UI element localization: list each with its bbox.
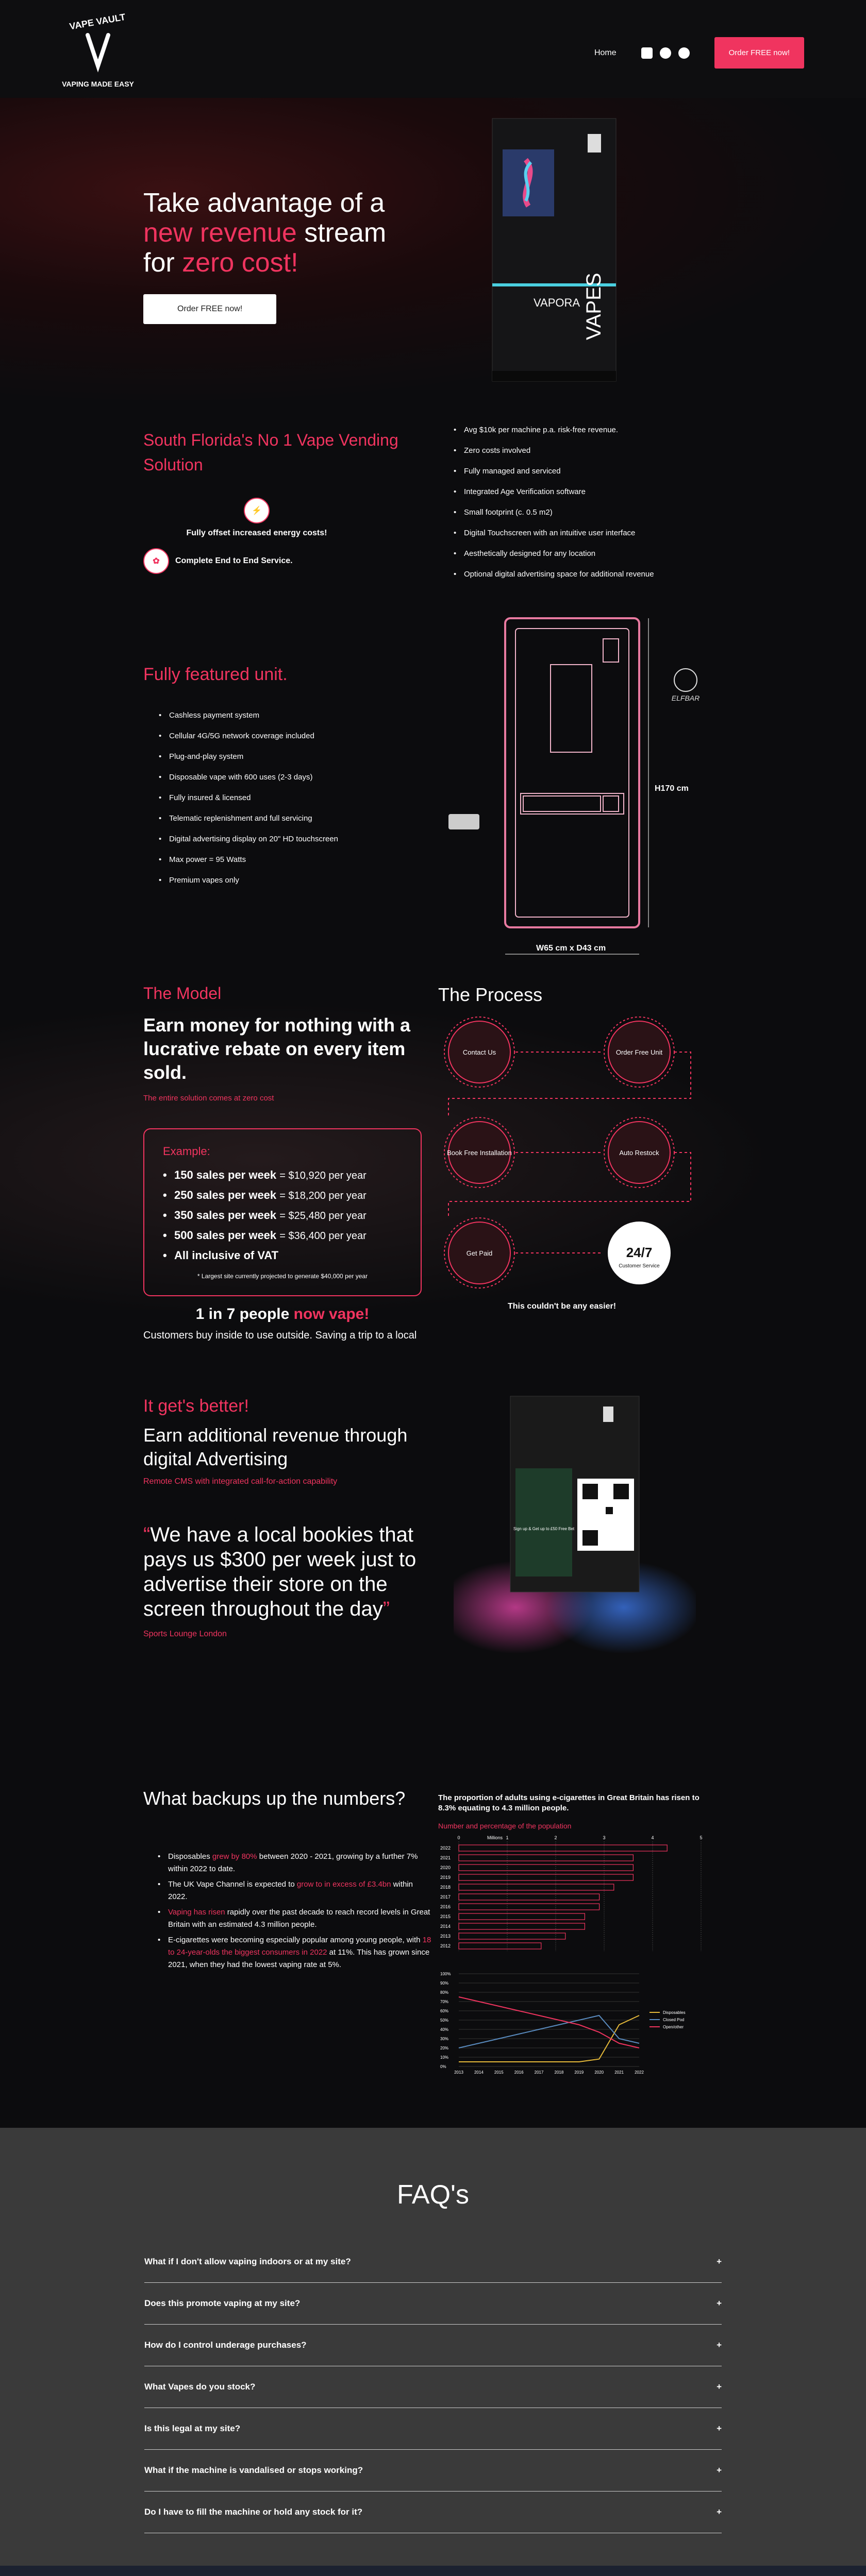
- category-label: 2021: [440, 1855, 451, 1860]
- statistics-charts: [438, 1793, 717, 2090]
- category-label: 2014: [440, 1924, 451, 1929]
- sf-bullets: [454, 420, 654, 585]
- plus-icon[interactable]: +: [717, 2465, 722, 2475]
- category-label: 2012: [440, 1943, 451, 1948]
- featured-title: Fully featured unit.: [143, 665, 288, 684]
- social-icons: [641, 47, 690, 59]
- model-bottom-text: Customers buy inside to use outside. Saving a trip to a local: [143, 1330, 417, 1341]
- category-label: 2019: [440, 1875, 451, 1880]
- bar: [459, 1913, 585, 1920]
- tick-label: 2017: [534, 2070, 544, 2075]
- tick-label: 90%: [440, 1981, 449, 1986]
- hero-section: [0, 98, 866, 407]
- featured-bullets: [143, 705, 432, 891]
- list-item: • 350 sales per week = $25,480 per year: [163, 1206, 402, 1226]
- faq-item[interactable]: What Vapes do you stock? +: [144, 2366, 722, 2408]
- hero-heading: Take advantage of a new revenue stream for zero cost!: [143, 188, 387, 278]
- south-florida-section: [0, 407, 866, 603]
- bar: [459, 1855, 633, 1861]
- example-footnote: * Largest site currently projected to generate $40,000 per year: [197, 1273, 368, 1280]
- tick-label: 2015: [494, 2070, 504, 2075]
- faq-item[interactable]: What if I don't allow vaping indoors or at my site? +: [144, 2241, 722, 2283]
- elfbar-icon: [674, 669, 697, 691]
- legend-label: Closed Pod: [663, 2018, 685, 2022]
- plus-icon[interactable]: +: [717, 2340, 722, 2350]
- list-item: • Cellular 4G/5G network coverage included: [143, 726, 432, 747]
- screen-ad-text: Sign up & Get up to £50 Free Bet: [513, 1527, 575, 1531]
- list-item: • Cashless payment system: [143, 705, 432, 726]
- list-item: • Vaping has risen rapidly over the past decade to reach record levels in Great Britain with an estimated 4.3 million people.: [143, 1906, 432, 1931]
- list-item: • Small footprint (c. 0.5 m2): [454, 502, 654, 523]
- process-step-contact: Contact Us: [462, 1048, 496, 1056]
- model-headline: Earn money for nothing with a lucrative rebate on every item sold.: [143, 1014, 411, 1083]
- list-item: • 150 sales per week = $10,920 per year: [163, 1165, 402, 1185]
- process-step-247: 24/7: [626, 1245, 653, 1260]
- tick-label: 2: [554, 1835, 557, 1840]
- faq-item[interactable]: Do I have to fill the machine or hold any stock for it? +: [144, 2492, 722, 2533]
- bar: [459, 1943, 541, 1949]
- energy-line: Fully offset increased energy costs!: [186, 529, 327, 537]
- advertising-left: [143, 1396, 453, 1639]
- process-step-247-sub: Customer Service: [619, 1263, 660, 1269]
- nav-home-link[interactable]: Home: [594, 48, 617, 57]
- elfbar-logo: ELFBAR: [671, 694, 700, 702]
- list-item: • Aesthetically designed for any location: [454, 544, 654, 564]
- plus-icon[interactable]: +: [717, 2507, 722, 2517]
- legend-label: Open/other: [663, 2025, 684, 2029]
- machine-side-text: VAPES: [582, 273, 605, 340]
- statistics-section: [0, 1736, 866, 2128]
- faq-title: FAQ's: [397, 2180, 469, 2210]
- list-item: • Digital advertising display on 20" HD touchscreen: [143, 829, 432, 850]
- tick-label: 50%: [440, 2018, 449, 2023]
- tick-label: 80%: [440, 1990, 449, 1995]
- list-item: • 250 sales per week = $18,200 per year: [163, 1185, 402, 1206]
- bar-chart-title: The proportion of adults using e-cigarettes in Great Britain has risen to 8.3% equating to 4.3 million people.: [438, 1793, 700, 1812]
- model-left: [143, 984, 432, 1357]
- tick-label: 2021: [614, 2070, 624, 2075]
- tick-label: 1: [506, 1835, 509, 1840]
- list-item: • The UK Vape Channel is expected to grow to in excess of £3.4bn within 2022.: [143, 1878, 432, 1903]
- tick-label: 10%: [440, 2055, 449, 2060]
- plus-icon[interactable]: +: [717, 2424, 722, 2433]
- category-label: 2015: [440, 1914, 451, 1919]
- advertising-headline: Earn additional revenue through digital Advertising: [143, 1425, 408, 1469]
- header-order-button[interactable]: Order FREE now!: [714, 37, 804, 69]
- model-subline: The entire solution comes at zero cost: [143, 1094, 274, 1103]
- tick-label: 2020: [594, 2070, 604, 2075]
- tick-label: 3: [603, 1835, 606, 1840]
- list-item: • Optional digital advertising space for additional revenue: [454, 564, 654, 585]
- bar: [459, 1933, 565, 1939]
- faq-item[interactable]: What if the machine is vandalised or stops working? +: [144, 2450, 722, 2492]
- category-label: 2017: [440, 1894, 451, 1900]
- category-label: 2022: [440, 1845, 451, 1851]
- width-dimension: W65 cm x D43 cm: [536, 944, 606, 953]
- tick-label: 2019: [574, 2070, 584, 2075]
- list-item: • Plug-and-play system: [143, 747, 432, 767]
- machine-diagram: [438, 608, 727, 963]
- vending-machine-image: [477, 113, 631, 392]
- quote-author: Sports Lounge London: [143, 1630, 227, 1638]
- handshake-icon: ✿: [143, 548, 169, 574]
- tick-label: 5: [700, 1835, 703, 1840]
- statistics-title: What backups up the numbers?: [143, 1788, 406, 1809]
- service-line-row: ✿ Complete End to End Service.: [143, 548, 432, 574]
- bar: [459, 1923, 585, 1929]
- sf-title: South Florida's No 1 Vape Vending Solution: [143, 431, 398, 474]
- tick-label: 2022: [635, 2070, 644, 2075]
- legend-label: Millions: [487, 1835, 503, 1840]
- list-item: • Max power = 95 Watts: [143, 850, 432, 870]
- series-line: [459, 1997, 639, 2048]
- category-label: 2013: [440, 1934, 451, 1939]
- tick-label: 4: [651, 1835, 654, 1840]
- tick-label: 20%: [440, 2046, 449, 2050]
- tick-label: 2013: [454, 2070, 463, 2075]
- faq-list: [144, 2241, 722, 2533]
- list-item: • Telematic replenishment and full servicing: [143, 808, 432, 829]
- list-item: • 500 sales per week = $36,400 per year: [163, 1226, 402, 1246]
- faq-item[interactable]: Is this legal at my site? +: [144, 2408, 722, 2450]
- model-title: The Model: [143, 984, 222, 1003]
- advertising-section: [0, 1345, 866, 1736]
- list-item: • Integrated Age Verification software: [454, 482, 654, 502]
- linkedin-icon[interactable]: [641, 47, 653, 59]
- vape-stat: 1 in 7 people now vape!: [195, 1306, 370, 1323]
- list-item: • Avg $10k per machine p.a. risk-free revenue.: [454, 420, 654, 440]
- plus-icon[interactable]: +: [717, 2298, 722, 2308]
- faq-item[interactable]: How do I control underage purchases? +: [144, 2325, 722, 2366]
- tick-label: 2018: [554, 2070, 564, 2075]
- statistics-list: [143, 1851, 432, 1971]
- advertising-title: It get's better!: [143, 1396, 249, 1416]
- category-label: 2020: [440, 1865, 451, 1870]
- line-chart: [438, 1969, 717, 2087]
- faq-section: [0, 2128, 866, 2566]
- advertising-screen-image: [454, 1391, 696, 1659]
- category-label: 2018: [440, 1885, 451, 1890]
- tick-label: 0: [457, 1835, 460, 1840]
- plus-icon[interactable]: +: [717, 2257, 722, 2266]
- category-label: 2016: [440, 1904, 451, 1909]
- lightning-icon: ⚡: [244, 498, 270, 523]
- facebook-icon[interactable]: [660, 47, 671, 59]
- tick-label: 30%: [440, 2037, 449, 2041]
- tick-label: 70%: [440, 1999, 449, 2004]
- process-panel: [438, 984, 706, 1311]
- faq-item[interactable]: Does this promote vaping at my site? +: [144, 2283, 722, 2325]
- tick-label: 60%: [440, 2009, 449, 2013]
- list-item: • E-cigarettes were becoming especially popular among young people, with 18 to 24-year-olds the biggest consumers in 2022 at 11%. This has grown since 2021, when they had the lowest vaping rate at 5%.: [143, 1934, 432, 1971]
- bar: [459, 1894, 599, 1900]
- example-list: [163, 1165, 402, 1265]
- sf-left: [143, 428, 432, 574]
- statistics-left: [143, 1788, 432, 1974]
- main-nav: [594, 37, 804, 69]
- bar-chart: [438, 1832, 717, 1956]
- list-item: • Fully insured & licensed: [143, 788, 432, 808]
- hero-text: [143, 188, 453, 324]
- list-item: • Zero costs involved: [454, 440, 654, 461]
- tick-label: 2016: [514, 2070, 524, 2075]
- list-item: • Disposables grew by 80% between 2020 - 2021, growing by a further 7% within 2022 to date.: [143, 1851, 432, 1875]
- featured-section: [0, 603, 866, 974]
- model-section: [0, 974, 866, 1345]
- list-item: • Fully managed and serviced: [454, 461, 654, 482]
- tick-label: 0%: [440, 2064, 446, 2069]
- svg-text:VAPING MADE EASY: VAPING MADE EASY: [62, 80, 134, 88]
- featured-left: [143, 665, 432, 891]
- advertising-sub: Remote CMS with integrated call-for-action capability: [143, 1477, 338, 1486]
- site-header: [0, 0, 866, 98]
- list-item: • Disposable vape with 600 uses (2-3 days): [143, 767, 432, 788]
- svg-text:VAPE VAULT: VAPE VAULT: [69, 11, 126, 32]
- process-diagram: [438, 1011, 706, 1299]
- process-step-install: Book Free Installation: [447, 1149, 512, 1157]
- legend-label: Disposables: [663, 2010, 686, 2015]
- tick-label: 2014: [474, 2070, 484, 2075]
- bar: [459, 1865, 633, 1871]
- list-item: • Digital Touchscreen with an intuitive user interface: [454, 523, 654, 544]
- vape-product-icon: [448, 814, 479, 829]
- tick-label: 40%: [440, 2027, 449, 2032]
- list-item: • Premium vapes only: [143, 870, 432, 891]
- bar: [459, 1884, 614, 1890]
- testimonial-quote: “We have a local bookies that pays us $300 per week just to advertise their store on the screen throughout the day”: [143, 1523, 417, 1620]
- process-step-paid: Get Paid: [466, 1249, 493, 1257]
- bar: [459, 1904, 599, 1910]
- example-box: [143, 1128, 422, 1296]
- tick-label: 100%: [440, 1972, 451, 1976]
- instagram-icon[interactable]: [678, 47, 690, 59]
- bar-chart-subtitle: Number and percentage of the population: [438, 1822, 572, 1830]
- hero-order-button[interactable]: Order FREE now!: [143, 294, 276, 324]
- process-title: The Process: [438, 984, 543, 1005]
- testimonials-section: [0, 2566, 866, 2576]
- bar: [459, 1874, 633, 1880]
- process-footer: This couldn't be any easier!: [507, 1302, 617, 1311]
- height-dimension: H170 cm: [655, 784, 689, 793]
- process-step-order: Order Free Unit: [615, 1048, 663, 1056]
- example-title: Example:: [163, 1145, 210, 1158]
- process-step-restock: Auto Restock: [619, 1149, 659, 1157]
- list-item: • All inclusive of VAT: [163, 1246, 402, 1265]
- vape-vault-logo[interactable]: [52, 4, 144, 97]
- plus-icon[interactable]: +: [717, 2382, 722, 2392]
- bar: [459, 1845, 667, 1851]
- machine-brand: VAPORA: [534, 296, 580, 309]
